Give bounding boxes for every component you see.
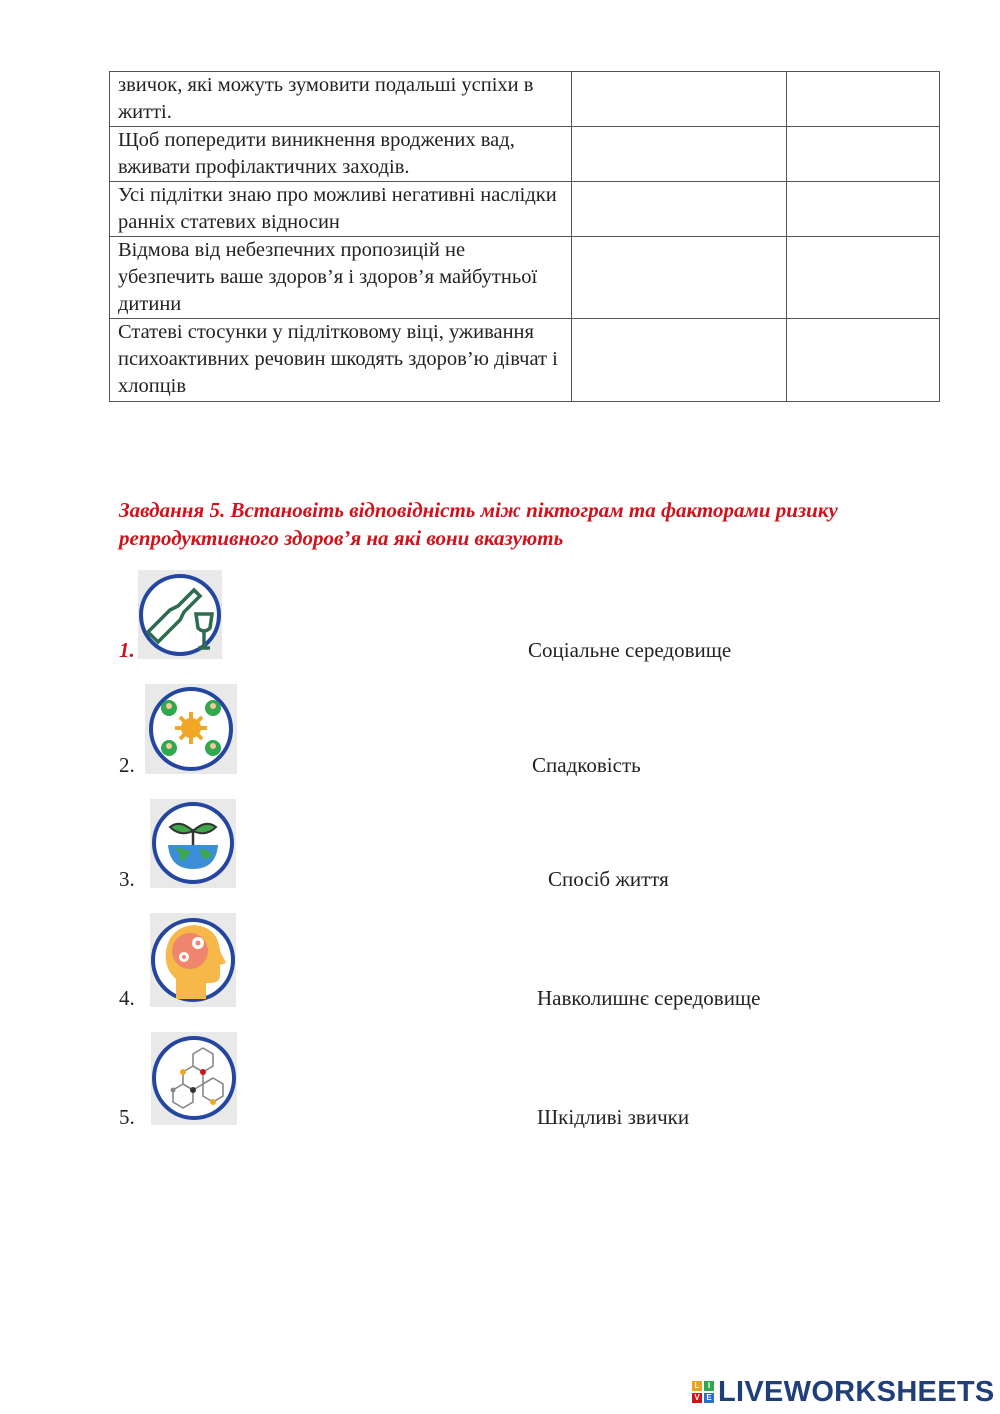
answer-cell[interactable] — [787, 127, 940, 182]
statement-cell: Статеві стосунки у підлітковому віці, уживання психоактивних речовин шкодять здоров’ю дівчат і хлопців — [110, 319, 572, 402]
answer-cell[interactable] — [572, 237, 787, 319]
alcohol-icon — [138, 570, 222, 659]
table-row — [110, 237, 940, 319]
item-number: 1. — [119, 638, 135, 662]
factor-label[interactable]: Соціальне середовище — [528, 638, 732, 662]
item-number: 2. — [119, 753, 135, 777]
head-gears-icon — [150, 913, 236, 1007]
statement-cell: Усі підлітки знаю про можливі негативні наслідки ранніх статевих відносин — [110, 182, 572, 237]
table-row — [110, 72, 940, 127]
answer-cell[interactable] — [787, 182, 940, 237]
statement-cell: Щоб попередити виникнення вроджених вад, вживати профілактичних заходів. — [110, 127, 572, 182]
molecule-icon — [151, 1032, 237, 1125]
answer-cell[interactable] — [787, 319, 940, 402]
statement-cell: звичок, які можуть зумовити подальші успіхи в житті. — [110, 72, 572, 127]
factor-label[interactable]: Навколишнє середовище — [537, 986, 761, 1010]
table-row — [110, 127, 940, 182]
factor-label[interactable]: Спадковість — [532, 753, 641, 777]
factor-label[interactable]: Спосіб життя — [548, 867, 669, 891]
item-number: 5. — [119, 1105, 135, 1129]
task-title: Завдання 5. Встановіть відповідність між піктограм та факторами ризику репродуктивного здоров’я на які вони вказують — [119, 498, 838, 550]
brand-name: LIVEWORKSHEETS — [718, 1375, 995, 1408]
answer-cell[interactable] — [572, 182, 787, 237]
answer-cell[interactable] — [572, 319, 787, 402]
statements-table — [109, 71, 940, 402]
answer-cell[interactable] — [787, 237, 940, 319]
earth-sprout-icon — [150, 799, 236, 888]
brand-logo-icon: L I V E — [692, 1381, 714, 1403]
factor-label[interactable]: Шкідливі звички — [537, 1105, 690, 1129]
people-sun-icon — [145, 684, 237, 774]
statement-cell: Відмова від небезпечних пропозицій не убезпечить ваше здоров’я і здоров’я майбутньої дитини — [110, 237, 572, 319]
item-number: 4. — [119, 986, 135, 1010]
table-row — [110, 182, 940, 237]
answer-cell[interactable] — [572, 72, 787, 127]
answer-cell[interactable] — [787, 72, 940, 127]
table-row — [110, 319, 940, 402]
liveworksheets-brand[interactable] — [692, 1376, 995, 1408]
answer-cell[interactable] — [572, 127, 787, 182]
item-number: 3. — [119, 867, 135, 891]
